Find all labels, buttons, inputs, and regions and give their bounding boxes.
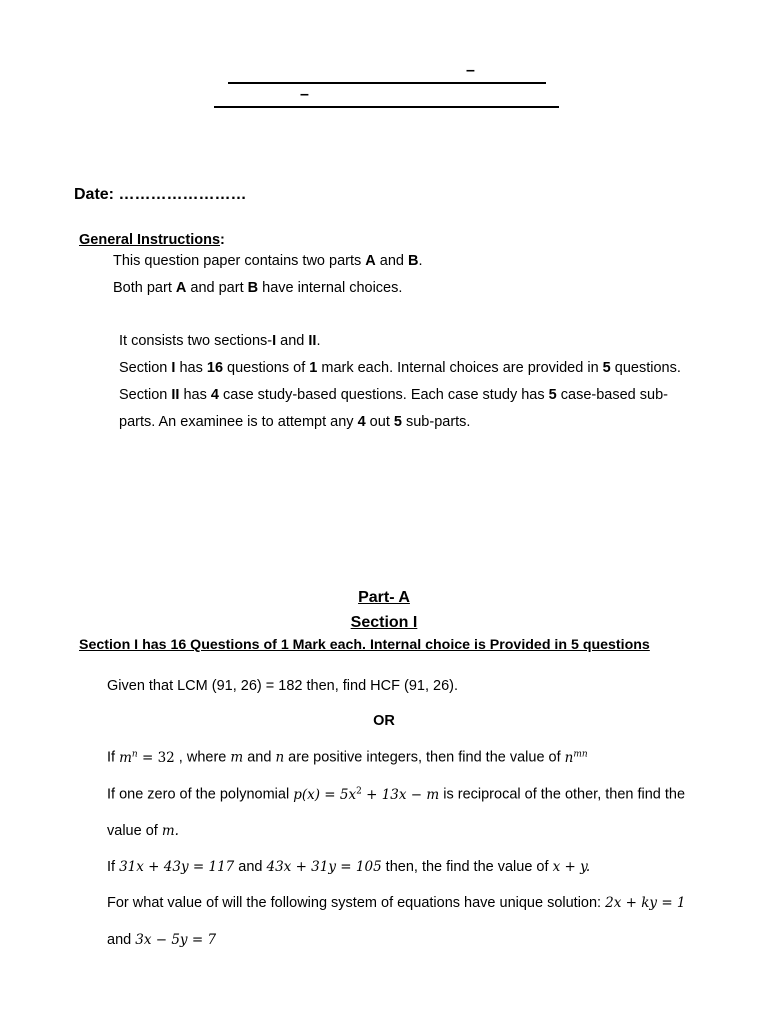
- bold: 5: [602, 360, 611, 376]
- part-title: Part- A: [358, 589, 410, 606]
- math: [119, 750, 175, 766]
- math-var: m: [230, 749, 244, 766]
- bold: II: [171, 387, 180, 403]
- question-1: Given that LCM (91, 26) = 182 then, find HCF (91, 26).: [107, 678, 458, 694]
- instruction-line-4: [119, 360, 681, 376]
- text: questions of: [223, 360, 310, 376]
- text: case study-based questions. Each case study has: [218, 387, 549, 403]
- text: and: [276, 333, 309, 349]
- text: questions.: [610, 360, 681, 376]
- header-dash-1: –: [466, 62, 475, 79]
- bold: 1: [309, 360, 318, 376]
- bold: B: [408, 253, 419, 269]
- question-4: [107, 859, 590, 875]
- question-5: [107, 895, 686, 911]
- instructions-title-colon: :: [220, 232, 225, 248]
- text: Section: [119, 360, 172, 376]
- bold: 5: [548, 387, 557, 403]
- section-title: Section I: [350, 614, 418, 631]
- math-sup: mn: [573, 749, 588, 759]
- text: , where: [174, 749, 231, 766]
- text: has: [179, 387, 211, 403]
- bold: 4: [210, 387, 219, 403]
- text: If one zero of the polynomial: [107, 786, 294, 803]
- instruction-line-5: [119, 387, 668, 403]
- text: case-based sub-: [556, 387, 668, 403]
- text: and: [375, 253, 409, 269]
- math-expr: x + y.: [552, 859, 591, 875]
- text: and: [243, 749, 276, 766]
- bold: 4: [357, 414, 366, 430]
- question-2: [107, 749, 588, 766]
- math-sup: 2: [356, 786, 362, 796]
- question-3-cont: [107, 823, 179, 839]
- bold: A: [175, 280, 187, 296]
- text: are positive integers, then find the value of: [284, 749, 565, 766]
- bold: 5: [393, 414, 402, 430]
- section-subtitle: Section I has 16 Questions of 1 Mark each. Internal choice is Provided in 5 questions: [79, 637, 650, 653]
- header-line-1: [228, 82, 546, 84]
- text: It consists two sections-: [119, 333, 273, 349]
- text: has: [175, 360, 207, 376]
- text: and: [234, 859, 267, 875]
- text: value of: [107, 823, 162, 839]
- math-expr: p(x) = 5x: [293, 786, 357, 803]
- math-expr: 3x − 5y = 7: [135, 932, 217, 948]
- bold: B: [247, 280, 259, 296]
- math-expr: 31x + 43y = 117: [119, 859, 235, 875]
- bold: I: [171, 360, 176, 376]
- math-var: n: [275, 749, 285, 766]
- text: Section: [119, 387, 172, 403]
- math-expr: + 13x − m: [361, 786, 440, 803]
- math-expr: 2x + ky = 1: [605, 895, 686, 911]
- text: out: [365, 414, 394, 430]
- question-3: [107, 786, 685, 803]
- or-label: OR: [373, 713, 395, 729]
- text: sub-parts.: [401, 414, 471, 430]
- text: and part: [186, 280, 248, 296]
- math: [293, 787, 439, 803]
- text: If: [107, 749, 120, 766]
- text: parts. An examinee is to attempt any: [119, 414, 358, 430]
- text: and: [107, 932, 136, 948]
- text: mark each. Internal choices are provided in: [317, 360, 603, 376]
- header-dash-2: –: [300, 86, 309, 103]
- question-5-cont: [107, 932, 216, 948]
- math-var: n: [564, 749, 574, 766]
- bold: II: [308, 333, 317, 349]
- instruction-line-3: [119, 333, 320, 349]
- math: [565, 750, 588, 766]
- date-label: Date: ……………………: [74, 186, 247, 203]
- header-line-2: [214, 106, 559, 108]
- instruction-line-6: [119, 414, 470, 430]
- text: This question paper contains two parts: [113, 253, 366, 269]
- text: then, the find the value of: [381, 859, 553, 875]
- math-sup: n: [131, 749, 138, 759]
- text: have internal choices.: [258, 280, 403, 296]
- text: .: [316, 333, 321, 349]
- text: is reciprocal of the other, then find the: [439, 786, 686, 803]
- text: If: [107, 859, 120, 875]
- math-var: m: [119, 749, 132, 766]
- instruction-line-1: [113, 253, 423, 269]
- bold: A: [365, 253, 376, 269]
- text: .: [418, 253, 423, 269]
- instructions-title: [79, 232, 225, 248]
- text: Both part: [113, 280, 176, 296]
- math-eq: = 32: [137, 749, 175, 766]
- math-var: m.: [161, 823, 179, 839]
- text: For what value of will the following system of equations have unique solution:: [107, 895, 606, 911]
- bold: I: [272, 333, 277, 349]
- bold: 16: [206, 360, 224, 376]
- instruction-line-2: [113, 280, 402, 296]
- instructions-title-text: General Instructions: [79, 232, 221, 248]
- math-expr: 43x + 31y = 105: [266, 859, 382, 875]
